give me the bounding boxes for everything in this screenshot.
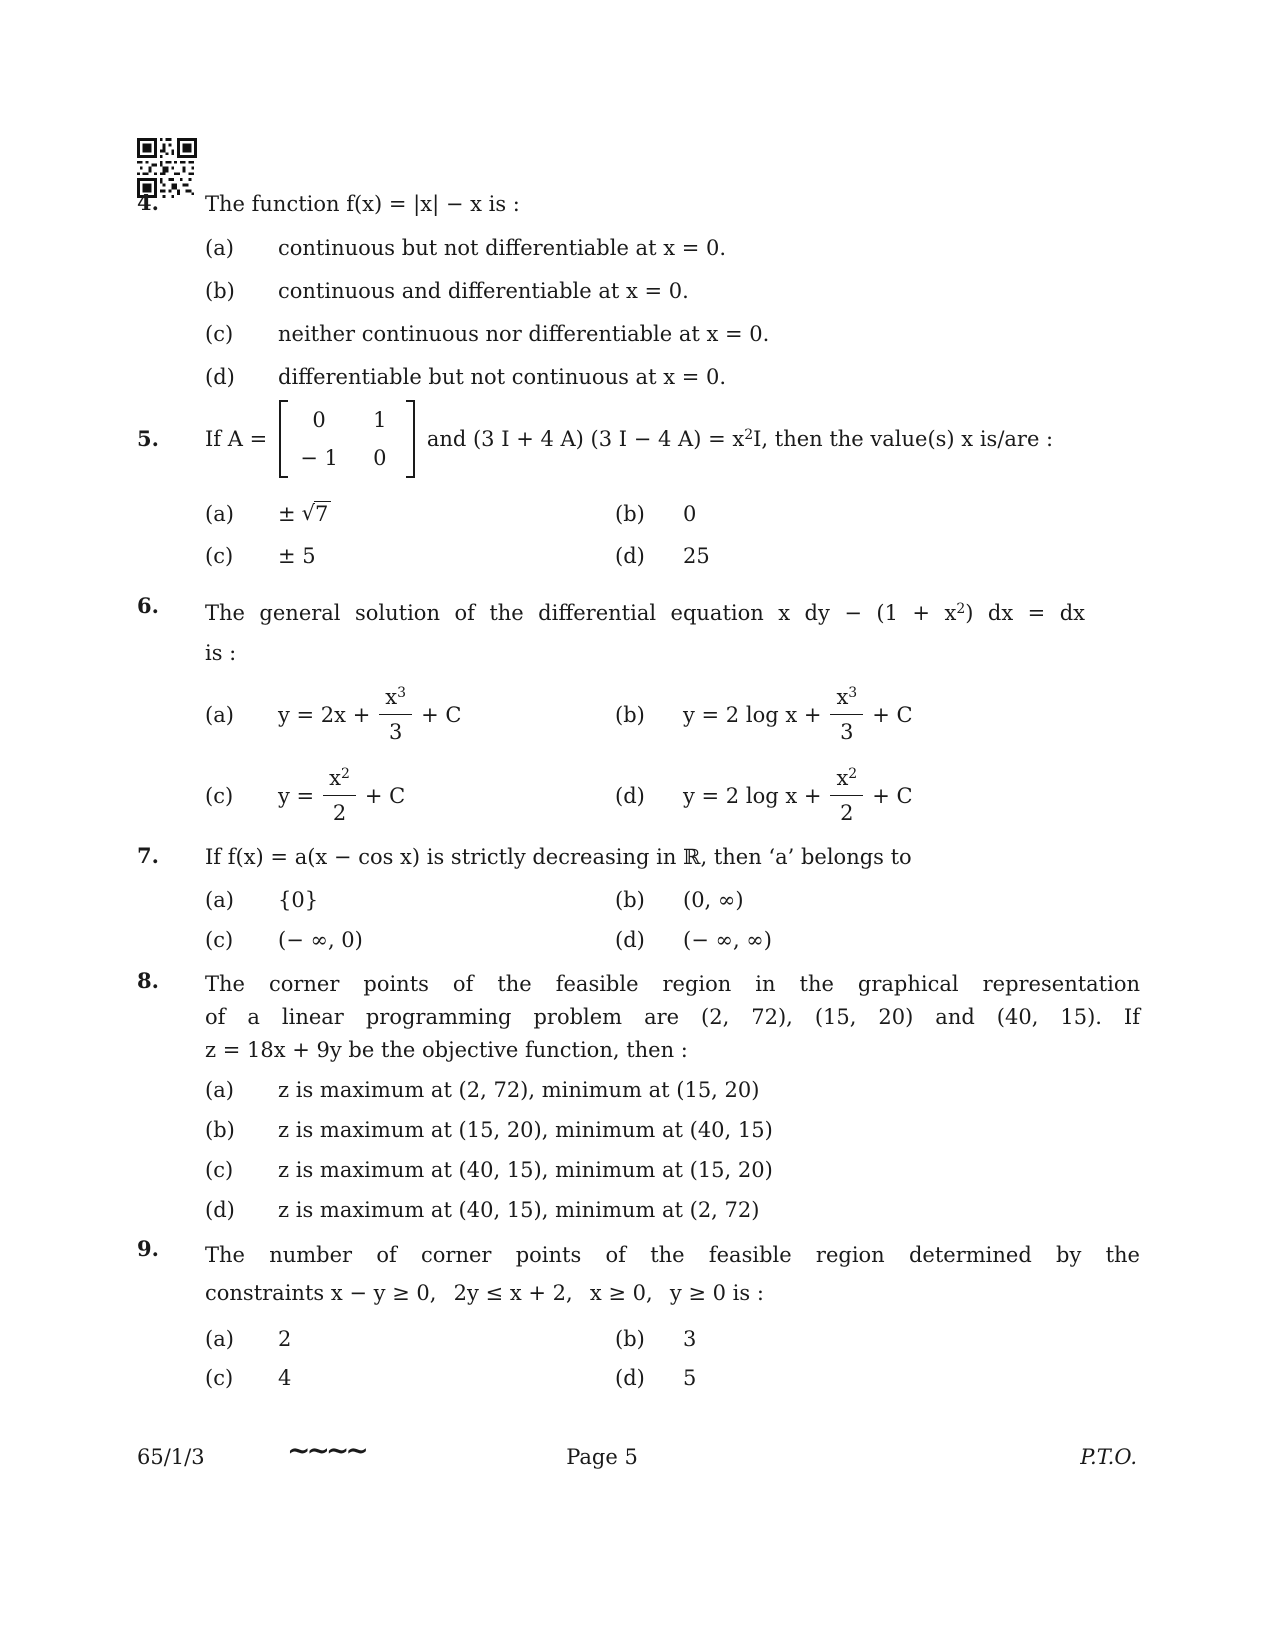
option-d-value: 5 (683, 1366, 697, 1390)
question-5-options (205, 494, 1140, 570)
option-a-label: (a) (205, 702, 234, 727)
question-6 (137, 593, 1140, 827)
question-9-text (205, 1236, 1140, 1312)
question-9 (137, 1236, 1140, 1392)
option-c-text: z is maximum at (40, 15), minimum at (15, 20) (278, 1158, 773, 1182)
question-8-number: 8. (137, 968, 159, 993)
option-a-text: continuous but not differentiable at x = 0. (278, 236, 727, 260)
option-a-value: 2 (278, 1327, 292, 1351)
option-c-label: (c) (205, 783, 234, 808)
page-footer (137, 1434, 1137, 1476)
question-4-text: The function f(x) = |x| − x is : (205, 192, 520, 216)
option-c (205, 1156, 1140, 1184)
option-a (205, 234, 1140, 262)
exponent: 2 (744, 427, 754, 443)
exponent: 2 (956, 601, 966, 617)
option-d-label: (d) (615, 928, 645, 952)
fraction: $\frac{x^2}{2}$ (830, 764, 863, 827)
option-c-text: neither continuous nor differentiable at x = 0. (278, 322, 770, 346)
question-8-line1: The corner points of the feasible region in the graphical representation (205, 972, 1140, 996)
question-4-options (205, 234, 1140, 391)
option-b-label: (b) (205, 279, 235, 303)
fraction: $\frac{x^2}{2}$ (323, 764, 356, 827)
option-a-label: (a) (205, 236, 234, 260)
question-7 (137, 843, 1140, 954)
radical-sign: √ (301, 501, 315, 525)
options-row-ab (205, 886, 1140, 914)
question-7-number: 7. (137, 843, 159, 868)
option-d-value: (− ∞, ∞) (683, 928, 772, 952)
matrix-cell: 0 (312, 408, 326, 432)
paper-set-code: 65/1/3 (137, 1445, 205, 1469)
option-b-value: (0, ∞) (683, 888, 744, 912)
question-9-line2: constraints x − y ≥ 0, 2y ≤ x + 2, x ≥ 0, y ≥ 0 is : (205, 1281, 764, 1305)
option-d-label: (d) (615, 544, 645, 568)
squiggle-separator: ~~~~ (287, 1434, 365, 1467)
question-6-line1: The general solution of the differential equation x dy − $(1 + x^2)$ dx = dx (205, 601, 1085, 625)
pto-label: P.T.O. (1080, 1445, 1137, 1469)
matrix-tail-text: and (3 I + 4 A) (3 I − 4 $A) = x^2I$, then the value(s) x is/are : (426, 427, 1054, 451)
option-b-value: 3 (683, 1327, 697, 1351)
option-b-label: (b) (205, 1118, 235, 1142)
fraction: $\frac{x^3}{3}$ (830, 683, 863, 746)
option-a (205, 1076, 1140, 1104)
options-row-ab (205, 494, 1140, 534)
question-9-number: 9. (137, 1236, 159, 1261)
option-b (205, 277, 1140, 305)
matrix-cell: 0 (373, 446, 387, 470)
page-number: Page 5 (566, 1445, 638, 1469)
question-8-options (205, 1076, 1140, 1224)
question-9-options (205, 1325, 1140, 1392)
question-6-line2: is : (205, 641, 237, 665)
option-b-text: z is maximum at (15, 20), minimum at (40, 15) (278, 1118, 773, 1142)
option-c (205, 320, 1140, 348)
matrix-right-bracket (406, 400, 415, 478)
option-b (205, 1116, 1140, 1144)
option-b-label: (b) (615, 888, 645, 912)
option-c-label: (c) (205, 544, 234, 568)
option-a-text: z is maximum at (2, 72), minimum at (15, 20) (278, 1078, 760, 1102)
option-d (205, 363, 1140, 391)
option-d-label: (d) (205, 1198, 235, 1222)
matrix-lead-text: If A = (205, 427, 268, 451)
option-c-label: (c) (205, 1158, 234, 1182)
option-a-label: (a) (205, 1078, 234, 1102)
qr-code-icon (137, 138, 197, 198)
question-8-line3: z = 18x + 9y be the objective function, then : (205, 1038, 688, 1062)
question-8-line2: of a linear programming problem are (2, 72), (15, 20) and (40, 15). If (205, 1005, 1140, 1029)
option-c-label: (c) (205, 1366, 234, 1390)
question-7-text: If f(x) = a(x − cos x) is strictly decreasing in ℝ, then ‘a’ belongs to (205, 845, 912, 869)
question-4-number: 4. (137, 190, 159, 215)
option-a-value: y = 2x + $\frac{x^3}{3}$ + C (278, 685, 462, 744)
matrix-cell: − 1 (300, 446, 338, 470)
option-d-value: 25 (683, 544, 710, 568)
question-9-line1: The number of corner points of the feasible region determined by the (205, 1243, 1140, 1267)
options-row-ab (205, 683, 1140, 746)
option-d-text: differentiable but not continuous at x = 0. (278, 365, 727, 389)
option-d-label: (d) (205, 365, 235, 389)
option-d-text: z is maximum at (40, 15), minimum at (2, 72) (278, 1198, 760, 1222)
question-6-text (205, 593, 1140, 673)
option-b-label: (b) (615, 702, 645, 727)
option-a-label: (a) (205, 888, 234, 912)
option-b-text: continuous and differentiable at x = 0. (278, 279, 689, 303)
options-row-cd (205, 926, 1140, 954)
question-4 (137, 190, 1140, 391)
option-d-label: (d) (615, 1366, 645, 1390)
question-6-options (205, 683, 1140, 827)
options-row-ab (205, 1325, 1140, 1353)
option-a-value: {0} (278, 888, 319, 912)
option-b-value: y = 2 log x + $\frac{x^3}{3}$ + C (683, 685, 913, 744)
option-a-value: ± √7 (278, 500, 615, 528)
option-c-value: ± 5 (278, 544, 316, 568)
question-7-options (205, 886, 1140, 954)
option-a-label: (a) (205, 502, 234, 526)
question-8-text (205, 968, 1140, 1067)
option-d (205, 1196, 1140, 1224)
matrix-cell: 1 (373, 408, 387, 432)
question-5-number: 5. (137, 426, 159, 451)
option-c-value: (− ∞, 0) (278, 928, 363, 952)
matrix-left-bracket (279, 400, 288, 478)
question-5-text (205, 400, 1140, 478)
option-c-label: (c) (205, 928, 234, 952)
question-5 (137, 400, 1140, 570)
matrix-cells (288, 400, 406, 478)
question-8 (137, 968, 1140, 1224)
option-b-label: (b) (615, 1327, 645, 1351)
option-d-value: y = 2 log x + $\frac{x^2}{2}$ + C (683, 766, 913, 825)
options-row-cd (205, 764, 1140, 827)
option-b-value: 0 (683, 502, 697, 526)
option-c-value: y = $\frac{x^2}{2}$ + C (278, 766, 406, 825)
option-d-label: (d) (615, 783, 645, 808)
options-row-cd (205, 542, 1140, 570)
option-c-label: (c) (205, 322, 234, 346)
fraction: $\frac{x^3}{3}$ (379, 683, 412, 746)
option-a-label: (a) (205, 1327, 234, 1351)
option-b-label: (b) (615, 502, 645, 526)
options-row-cd (205, 1364, 1140, 1392)
matrix-A (279, 400, 415, 478)
question-6-number: 6. (137, 593, 159, 618)
option-c-value: 4 (278, 1366, 292, 1390)
